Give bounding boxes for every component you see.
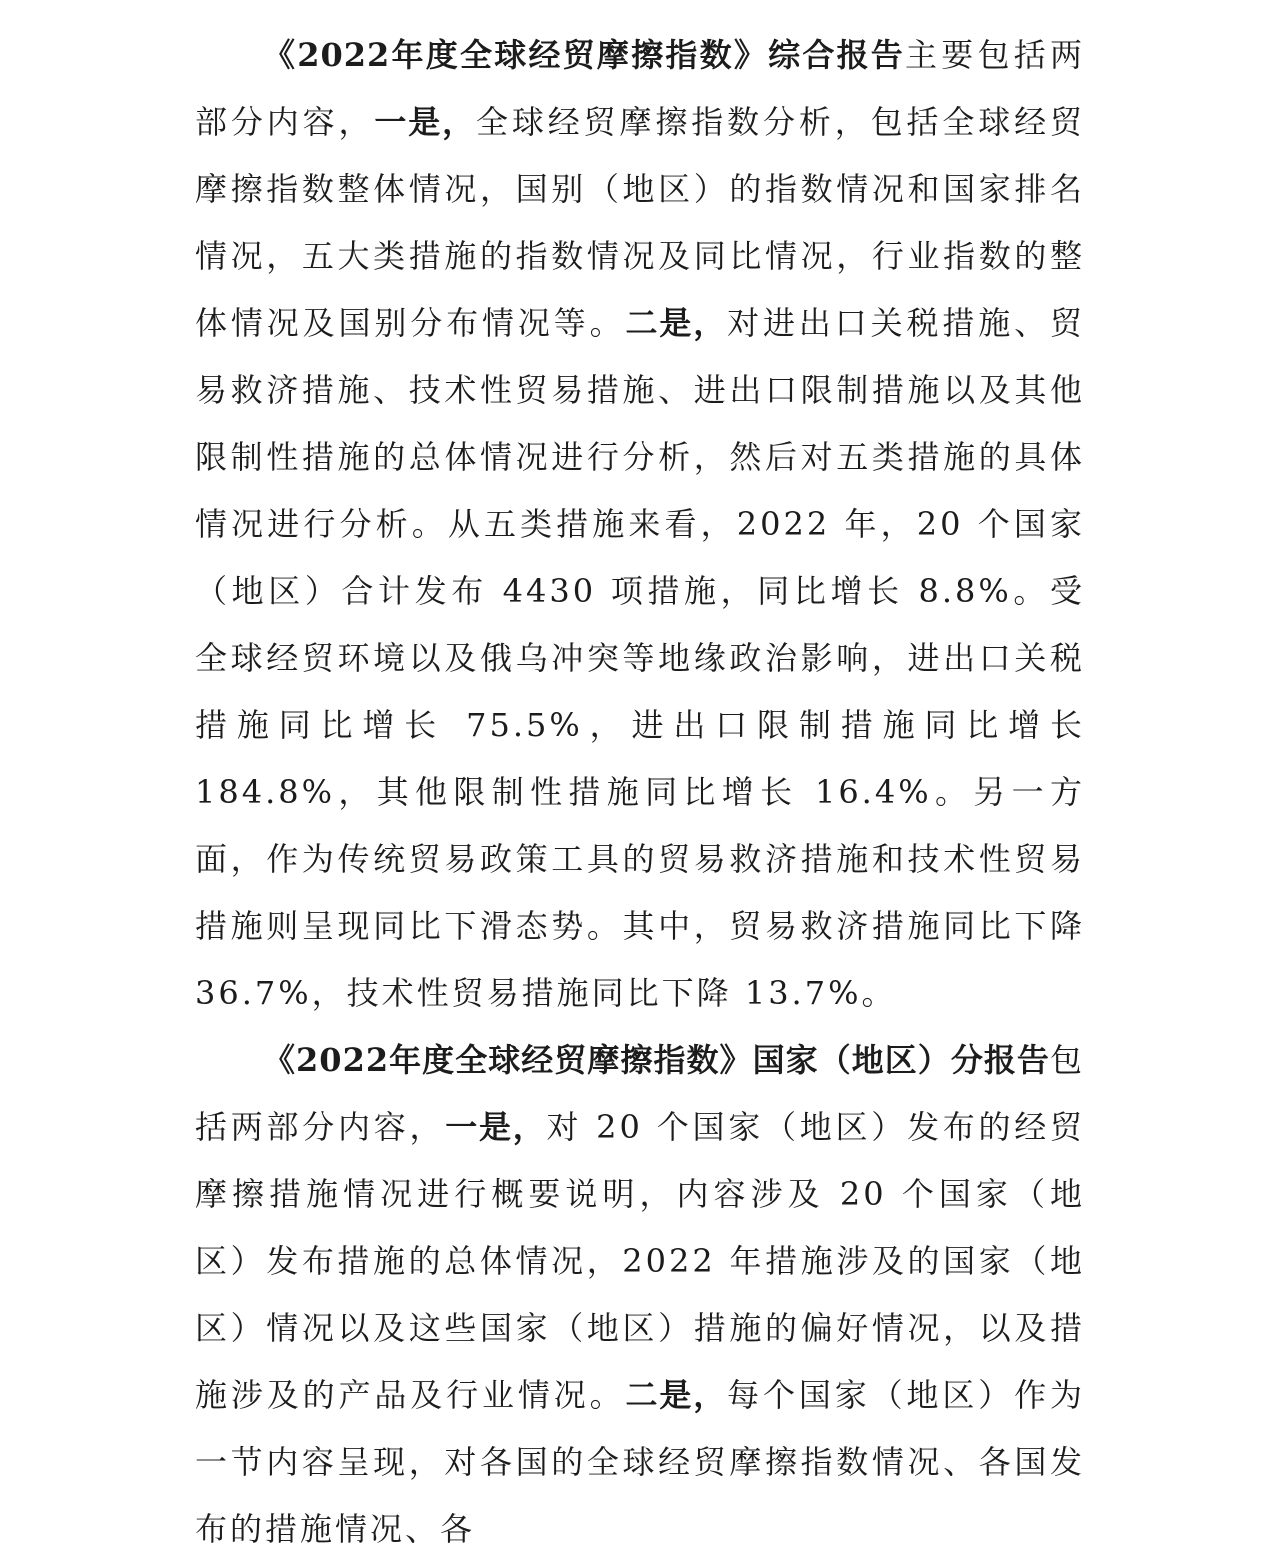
paragraph-text: 对进出口关税措施、贸易救济措施、技术性贸易措施、进出口限制措施以及其他限制性措施的总体情况进行分析，然后对五类措施的具体情况进行分析。从五类措施来看，2022 年，20 个国家（地区）合计发布 4430 项措施，同比增长 8.8%。受全球经贸环境以及俄乌冲突等地缘政治影响，进出口关税措施同比增长 75.5%，进出口限制措施同比增长 184.8%，其他限制性措施同比增长 16.4%。另一方面，作为传统贸易政策工具的贸易救济措施和技术性贸易措施则呈现同比下滑态势。其中，贸易救济措施同比下降 36.7%，技术性贸易措施同比下降 13.7%。 bbox=[195, 304, 1085, 1012]
paragraph-text: 每个国家（地区）作为一节内容呈现，对各国的全球经贸摩擦指数情况、各国发布的措施情况、各 bbox=[195, 1376, 1085, 1548]
paragraph-text: 包括两部分内容， bbox=[195, 1041, 1085, 1146]
paragraph-text: 对 20 个国家（地区）发布的经贸摩擦措施情况进行概要说明，内容涉及 20 个国家（地区）发布措施的总体情况，2022 年措施涉及的国家（地区）情况以及这些国家（地区）措施的偏好情况，以及措施涉及的产品及行业情况。 bbox=[195, 1108, 1085, 1414]
paragraph-text: 全球经贸摩擦指数分析，包括全球经贸摩擦指数整体情况，国别（地区）的指数情况和国家排名情况，五大类措施的指数情况及同比情况，行业指数的整体情况及国别分布情况等。 bbox=[195, 103, 1085, 342]
point-two-label: 二是， bbox=[625, 1376, 728, 1414]
point-one-label: 一是， bbox=[374, 103, 476, 141]
point-one-label: 一是， bbox=[445, 1108, 547, 1146]
document-page bbox=[195, 22, 1085, 1563]
paragraph-country-report bbox=[195, 1027, 1085, 1563]
paragraph-comprehensive-report bbox=[195, 22, 1085, 1027]
paragraph-text: 主要包括两部分内容， bbox=[195, 36, 1085, 141]
point-two-label: 二是， bbox=[625, 304, 728, 342]
report-title: 《2022年度全球经贸摩擦指数》国家（地区）分报告 bbox=[263, 1041, 1050, 1079]
report-title: 《2022年度全球经贸摩擦指数》综合报告 bbox=[263, 36, 906, 74]
